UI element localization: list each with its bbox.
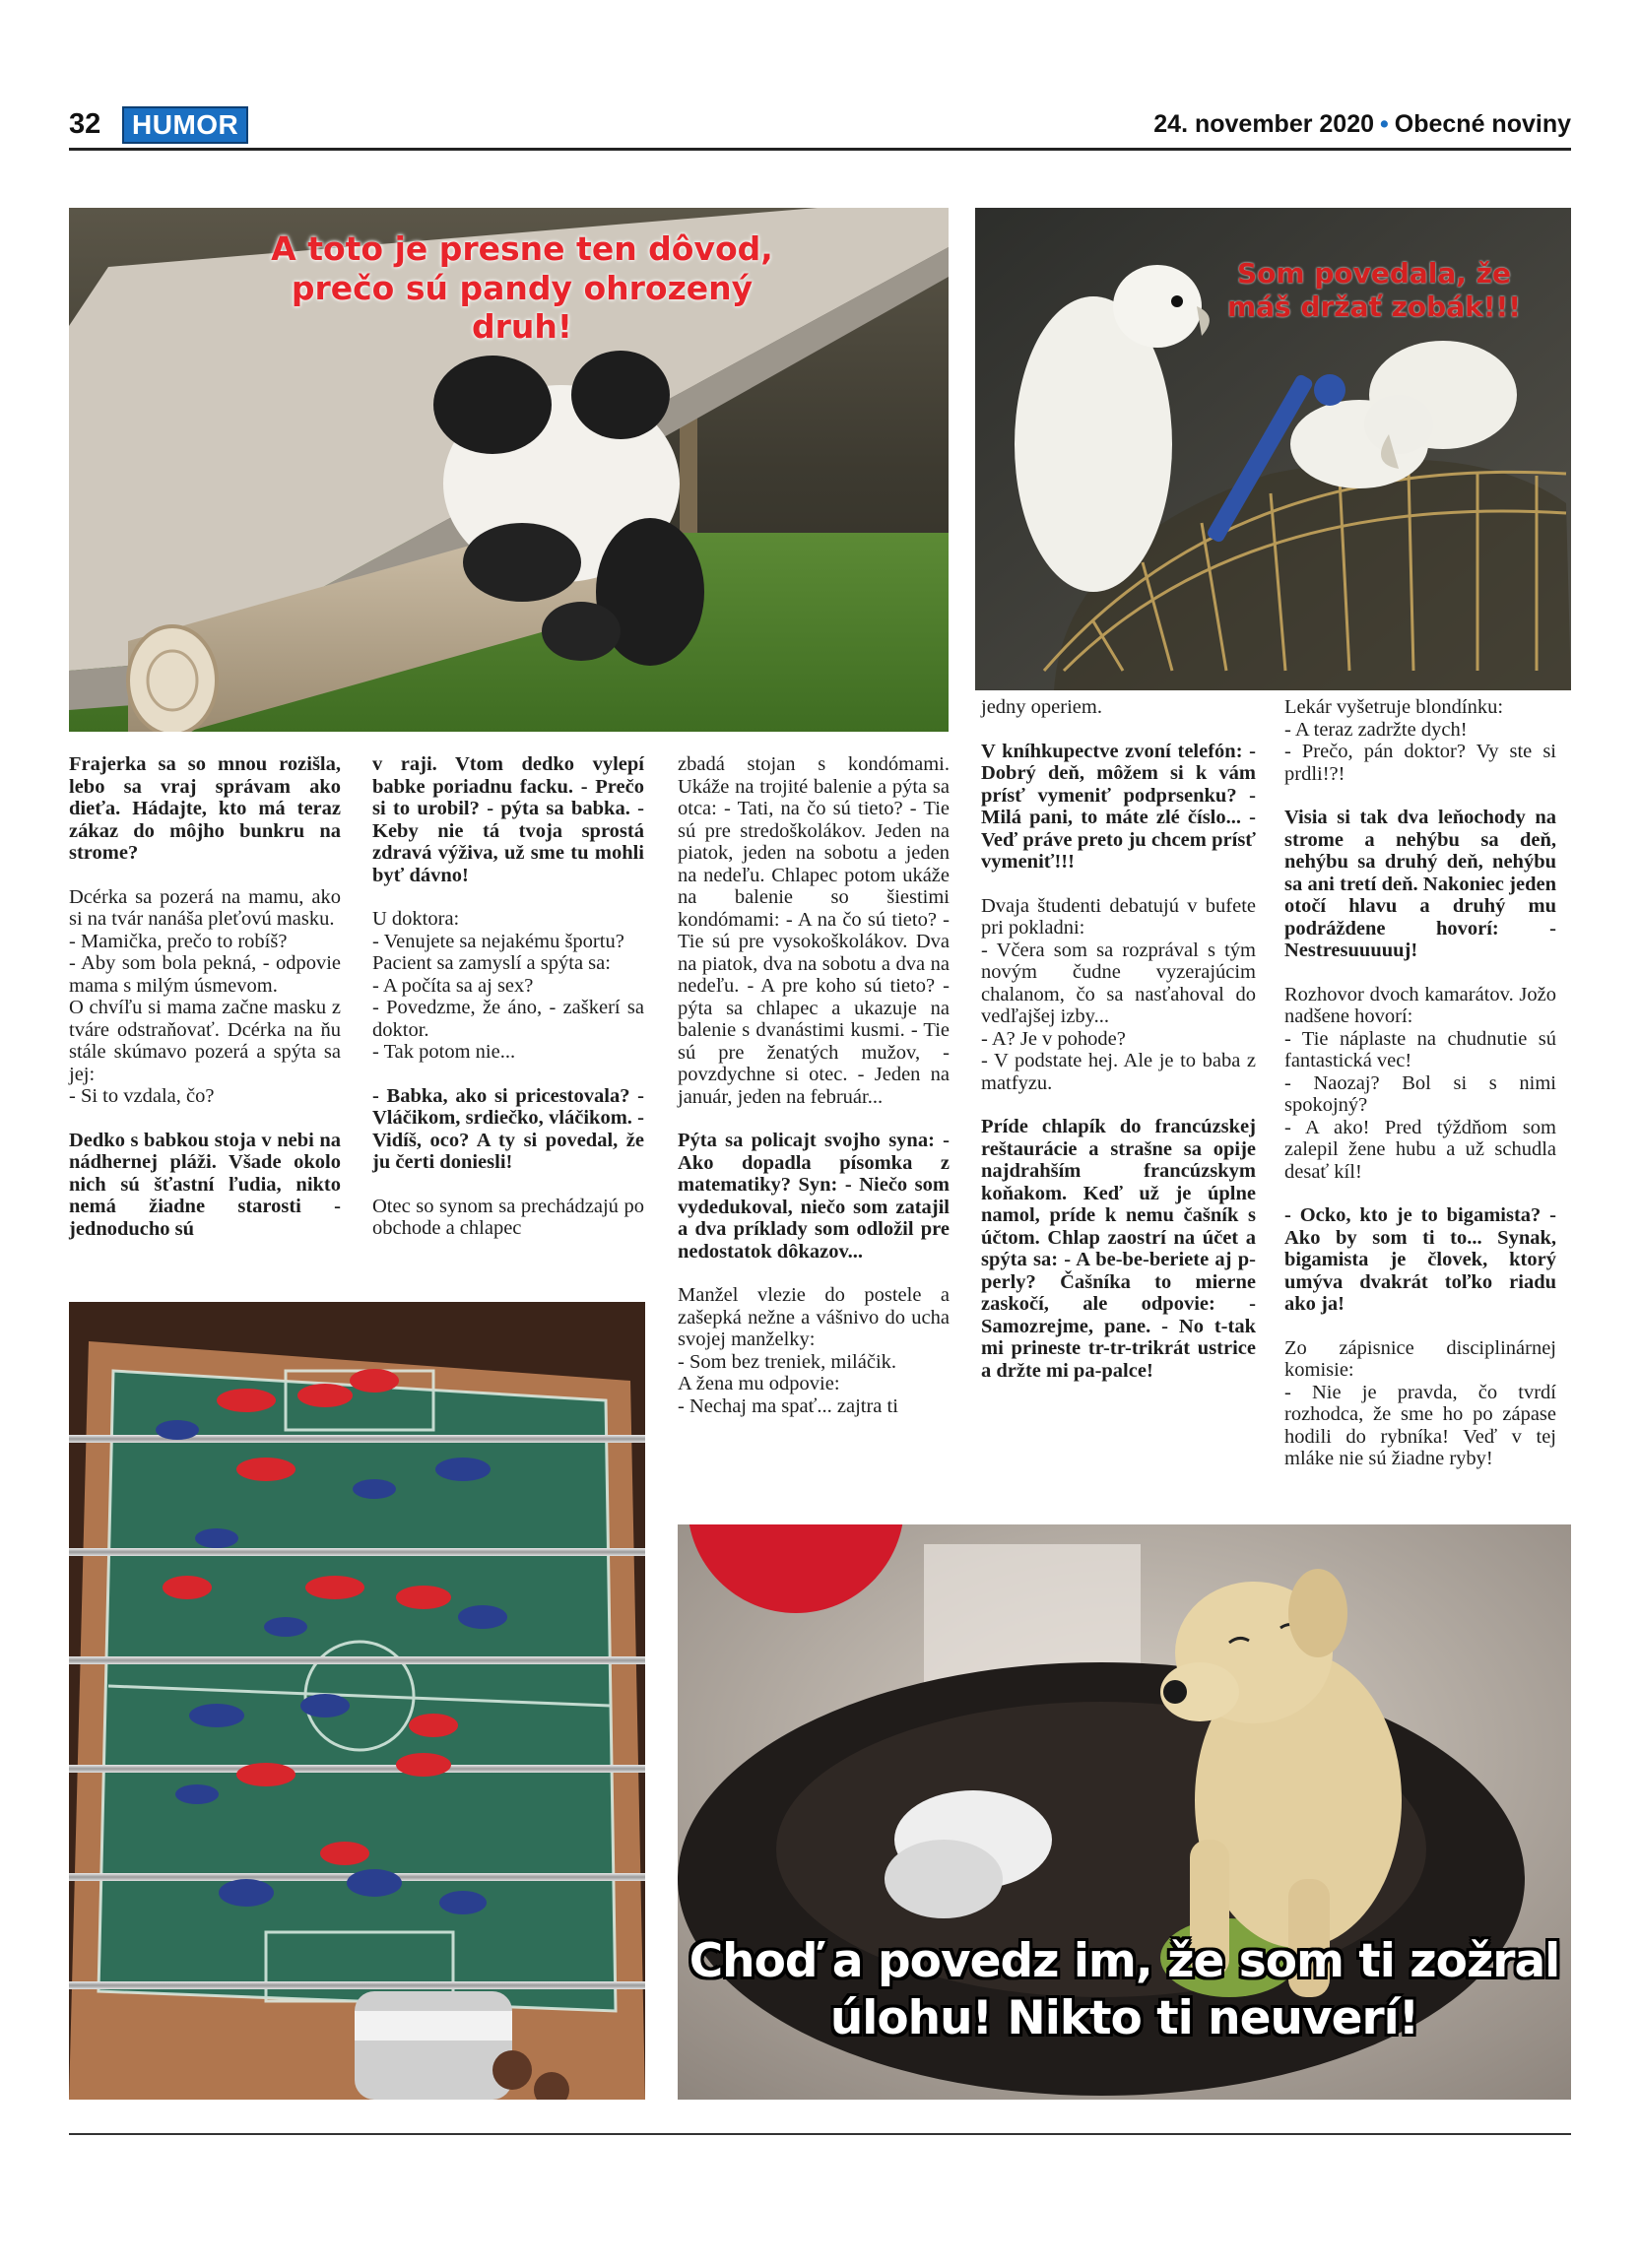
joke-blonde-line: - Prečo, pán doktor? Vy ste si prdli!?! <box>1284 741 1556 785</box>
joke-mask-line: O chvíľu si mama začne masku z tváre odstraňovať. Dcérka na ňu stále skúmavo pozerá a spýta sa jej: <box>69 997 341 1085</box>
joke-mask-line: - Si to vzdala, čo? <box>69 1085 215 1107</box>
joke-husband-line: - Som bez treniek, miláčik. <box>678 1350 897 1373</box>
joke-sloths: Visia si tak dva leňochody na strome a nehýbu sa deň, nehýbu sa druhý deň, nehýbu sa ani tretí deň. Nakoniec jeden otočí hlavu a druhý mu podráždene hovorí: - Nestresuuuuuj! <box>1284 807 1556 961</box>
joke-students-line: - Včera som sa rozprával s tým novým čudne vyzerajúcim chalanom, čo sa nasťahoval do vedľajšej izby... <box>981 939 1256 1027</box>
panda-photo <box>69 208 949 732</box>
joke-mask-line: Dcérka sa pozerá na mamu, ako si na tvár nanáša pleťovú masku. <box>69 885 341 930</box>
panda-caption <box>266 229 778 347</box>
text-column-2 <box>372 753 644 1240</box>
text-column-4 <box>981 696 1256 1382</box>
text-column-3 <box>678 753 950 1417</box>
joke-mask-line: - Mamička, prečo to robíš? <box>69 930 288 952</box>
page-number: 32 <box>69 108 101 140</box>
parrots-caption <box>1202 257 1546 323</box>
joke-students-line: - V podstate hej. Ale je to baba z matfyzu. <box>981 1050 1256 1094</box>
joke-heaven: Dedko s babkou stoja v nebi na nádhernej pláži. Všade okolo nich sú šťastní ľudia, nikto nemá žiadne starosti - jednoducho sú <box>69 1129 341 1240</box>
joke-husband-cont: jedny operiem. <box>981 696 1102 718</box>
joke-policeman: Pýta sa policajt svojho syna: - Ako dopadla písomka z matematiky? Syn: - Niečo som vydedukoval, niečo som zatajil a dva príklady som odložil pre nedostatok dôkazov... <box>678 1130 950 1263</box>
dog-caption <box>678 1933 1571 2047</box>
joke-patches-line: - A ako! Pred týždňom som zalepil žene hubu a už schudla desať kíl! <box>1284 1116 1556 1183</box>
joke-blonde-line: Lekár vyšetruje blondínku: <box>1284 696 1504 718</box>
joke-doctor-line: - Povedzme, že áno, - zaškerí sa doktor. <box>372 997 644 1041</box>
dog-caption-line-1: Choď a povedz im, že som <box>689 1934 1344 1988</box>
header-rule <box>69 148 1571 151</box>
joke-doctor-line: Pacient sa zamyslí a spýta sa: <box>372 952 611 974</box>
dog-photo <box>678 1524 1571 2100</box>
joke-bigamist: - Ocko, kto je to bigamista? - Ako by som ti to... Synak, bigamista je človek, ktorý umýva dvakrát toľko riadu ako ja! <box>1284 1204 1556 1315</box>
footer-rule <box>69 2133 1571 2135</box>
joke-patches-line: Rozhovor dvoch kamarátov. Jožo nadšene hovorí: <box>1284 983 1556 1027</box>
publication-name: Obecné noviny <box>1394 110 1571 138</box>
foosball-photo <box>69 1302 645 2100</box>
joke-doctor-line: U doktora: <box>372 908 460 930</box>
joke-students-line: - A? Je v pohode? <box>981 1027 1126 1050</box>
joke-husband-line: - Nechaj ma spať... zajtra ti <box>678 1394 898 1417</box>
section-label: HUMOR <box>122 106 248 144</box>
joke-girlfriend: Frajerka sa so mnou rozišla, lebo sa vraj správam ako dieťa. Hádajte, kto má teraz zákaz do môjho bunkru na strome? <box>69 753 341 864</box>
joke-commission-line: Zo zápisnice disciplinárnej komisie: <box>1284 1336 1556 1381</box>
joke-doctor-line: - A počíta sa aj sex? <box>372 974 534 997</box>
issue-date: 24. november 2020 <box>1153 110 1375 138</box>
joke-patches-line: - Tie náplaste na chudnutie sú fantastická vec! <box>1284 1027 1556 1071</box>
joke-condoms-start: Otec so synom sa prechádzajú po obchode a chlapec <box>372 1195 644 1239</box>
joke-husband-line: Manžel vlezie do postele a zašepká nežne a vášnivo do ucha svojej manželky: <box>678 1284 950 1350</box>
parrots-photo <box>975 208 1571 690</box>
joke-condoms-cont: zbadá stojan s kondómami. Ukáže na trojité balenie a pýta sa otca: - Tati, na čo sú tieto? - Tie sú pre stredoškolákov. Jeden na piatok, jeden na sobotu a jeden na nedeľu. Chlapec potom ukáže na balenie so šiestimi kondómami: - A na čo sú tieto? - Tie sú pre vysokoškolákov. Dva na piatok, dva na sobotu a dva na nedeľu. - A pre koho sú tieto? - pýta sa chlapec a ukazuje na balenie s dvanástimi kusmi. - Tie sú pre ženatých mužov, - povzdychne si otec. - Jeden na január, jeden na február... <box>678 753 950 1108</box>
joke-bookshop: V kníhkupectve zvoní telefón: - Dobrý deň, môžem si k vám prísť vymeniť podprsenku? - Milá pani, to máte zlé číslo... - Veď práve preto ju chcem prísť vymeniť!!! <box>981 740 1256 873</box>
joke-husband-line: A žena mu odpovie: <box>678 1373 840 1394</box>
joke-students-line: Dvaja študenti debatujú v bufete pri pokladni: <box>981 894 1256 939</box>
text-column-1 <box>69 753 341 1240</box>
header-separator: • <box>1380 110 1389 138</box>
panda-caption-line-1: A toto je presne ten dôvod, <box>271 229 773 268</box>
joke-heaven-cont: v raji. Vtom dedko vylepí babke poriadnu facku. - Prečo si to urobil? - pýta sa babka. - Keby nie tá tvoja sprostá zdravá výživa, už sme tu mohli byť dávno! <box>372 753 644 886</box>
joke-patches-line: - Naozaj? Bol si s nimi spokojný? <box>1284 1071 1556 1116</box>
joke-restaurant: Príde chlapík do francúzskej reštaurácie a strašne sa opije najdrahším francúzskym koňakom. Keď už je úplne namol, príde k nemu čašník s účtom. Chlap zaostrí na účet a spýta sa: - A be-be-beriete aj p-perly? Čašníka to mierne zaskočí, ale odpovie: - Samozrejme, pane. - No t-tak mi prineste tr-tr-trikrát ustrice a držte mi pa-palce! <box>981 1116 1256 1382</box>
issue-info <box>1153 110 1571 139</box>
joke-doctor-line: - Venujete sa nejakému športu? <box>372 930 624 952</box>
parrots-caption-line-2: že máš držať zobák!!! <box>1226 257 1522 323</box>
dog-caption-line-2: ti zožral úlohu! Nikto ti neuverí! <box>829 1934 1560 2045</box>
panda-caption-line-2: prečo sú pandy <box>291 268 572 307</box>
text-column-5 <box>1284 696 1556 1470</box>
page-header <box>69 106 1571 146</box>
parrots-caption-line-1: Som povedala, <box>1237 257 1467 290</box>
joke-grandma-train: - Babka, ako si pricestovala? - Vláčikom, srdiečko, vláčikom. - Vidíš, oco? A ty si povedal, že ju čerti doniesli! <box>372 1084 644 1173</box>
joke-mask-line: - Aby som bola pekná, - odpovie mama s milým úsmevom. <box>69 952 341 997</box>
joke-doctor-line: - Tak potom nie... <box>372 1041 516 1063</box>
panda-caption-line-3: ohrozený druh! <box>472 268 754 347</box>
joke-commission-line: - Nie je pravda, čo tvrdí rozhodca, že sme ho po zápase hodili do rybníka! Veď v tej mláke nie sú žiadne ryby! <box>1284 1381 1556 1469</box>
joke-blonde-line: - A teraz zadržte dych! <box>1284 718 1468 741</box>
